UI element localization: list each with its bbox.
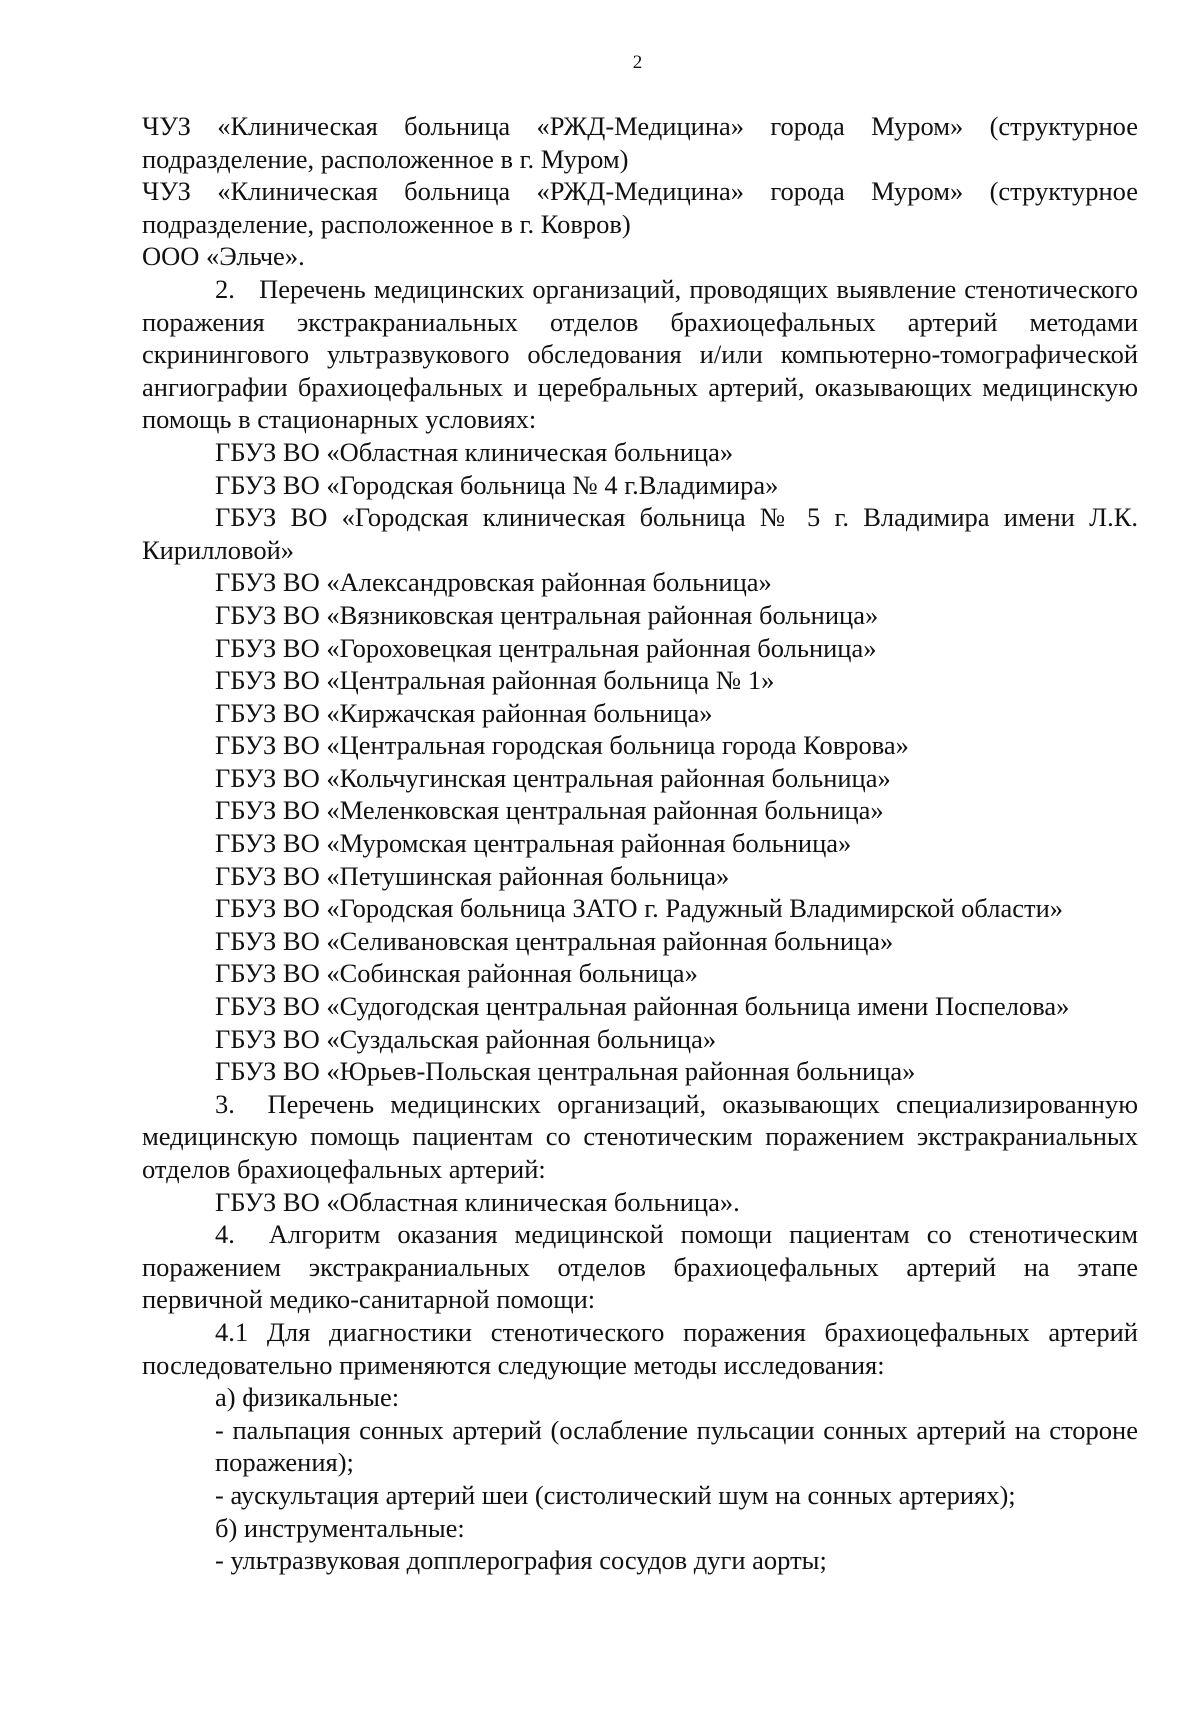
- method-item: - пальпация сонных артерий (ослабление пульсации сонных артерий на стороне поражения);: [215, 1414, 1138, 1478]
- list-item: ГБУЗ ВО «Судогодская центральная районная больница имени Поспелова»: [215, 991, 1070, 1022]
- section-3-heading: 3. Перечень медицинских организаций, оказывающих специализированную медицинскую помощь пациентам со стенотическим поражением экстракраниальных отделов брахиоцефальных артерий:: [142, 1088, 1138, 1184]
- subsection-b-label: б) инструментальные:: [215, 1512, 465, 1543]
- list-item: ГБУЗ ВО «Областная клиническая больница».: [215, 1186, 740, 1217]
- section-2-heading: 2. Перечень медицинских организаций, проводящих выявление стенотического поражения экстракраниальных отделов брахиоцефальных артерий методами скринингового ультразвукового обследования и/или компьютерно-томографической ангиографии брахиоцефальных и церебральных артерий, оказывающих медицинскую помощь в стационарных условиях:: [142, 273, 1138, 435]
- method-item: - ультразвуковая допплерография сосудов дуги аорты;: [215, 1545, 827, 1576]
- list-item: ГБУЗ ВО «Вязниковская центральная районная больница»: [215, 599, 879, 630]
- list-item: ГБУЗ ВО «Центральная городская больница города Коврова»: [215, 730, 909, 761]
- list-item: ГБУЗ ВО «Александровская районная больница»: [215, 567, 772, 598]
- paragraph-org-murom: ЧУЗ «Клиническая больница «РЖД-Медицина» города Муром» (структурное подразделение, расположенное в г. Муром): [142, 111, 1138, 174]
- list-item: ГБУЗ ВО «Петушинская районная больница»: [215, 860, 730, 891]
- section-4-1-heading: 4.1 Для диагностики стенотического поражения брахиоцефальных артерий последовательно применяются следующие методы исследования:: [142, 1316, 1138, 1380]
- list-item: ГБУЗ ВО «Гороховецкая центральная районная больница»: [215, 632, 877, 663]
- list-item: ГБУЗ ВО «Киржачская районная больница»: [215, 697, 713, 728]
- list-item: ГБУЗ ВО «Городская больница ЗАТО г. Радужный Владимирской области»: [215, 893, 1064, 924]
- list-item: ГБУЗ ВО «Центральная районная больница № 1»: [215, 665, 775, 696]
- list-item: ГБУЗ ВО «Муромская центральная районная больница»: [215, 828, 852, 859]
- page-number: 2: [632, 52, 643, 73]
- list-item: ГБУЗ ВО «Юрьев-Польская центральная районная больница»: [215, 1056, 916, 1087]
- list-item: ГБУЗ ВО «Селивановская центральная районная больница»: [215, 925, 894, 956]
- list-item: ГБУЗ ВО «Кольчугинская центральная районная больница»: [215, 762, 891, 793]
- section-4-heading: 4. Алгоритм оказания медицинской помощи пациентам со стенотическим поражением экстракраниальных отделов брахиоцефальных артерий на этапе первичной медико-санитарной помощи:: [142, 1219, 1138, 1315]
- list-item: ГБУЗ ВО «Меленковская центральная районная больница»: [215, 795, 884, 826]
- document-body: [142, 110, 1138, 1577]
- list-item: ГБУЗ ВО «Суздальская районная больница»: [215, 1023, 717, 1054]
- list-item: ГБУЗ ВО «Городская клиническая больница № 5 г. Владимира имени Л.К. Кирилловой»: [142, 502, 1138, 565]
- subsection-a-label: а) физикальные:: [215, 1382, 400, 1413]
- list-item: ГБУЗ ВО «Городская больница № 4 г.Владимира»: [215, 469, 779, 500]
- list-item: ГБУЗ ВО «Областная клиническая больница»: [215, 436, 734, 467]
- paragraph-org-elche: ООО «Эльче».: [142, 241, 305, 272]
- list-item: ГБУЗ ВО «Собинская районная больница»: [215, 958, 698, 989]
- paragraph-org-kovrov: ЧУЗ «Клиническая больница «РЖД-Медицина» города Муром» (структурное подразделение, расположенное в г. Ковров): [142, 176, 1138, 239]
- method-item: - аускультация артерий шеи (систолический шум на сонных артериях);: [215, 1479, 1016, 1510]
